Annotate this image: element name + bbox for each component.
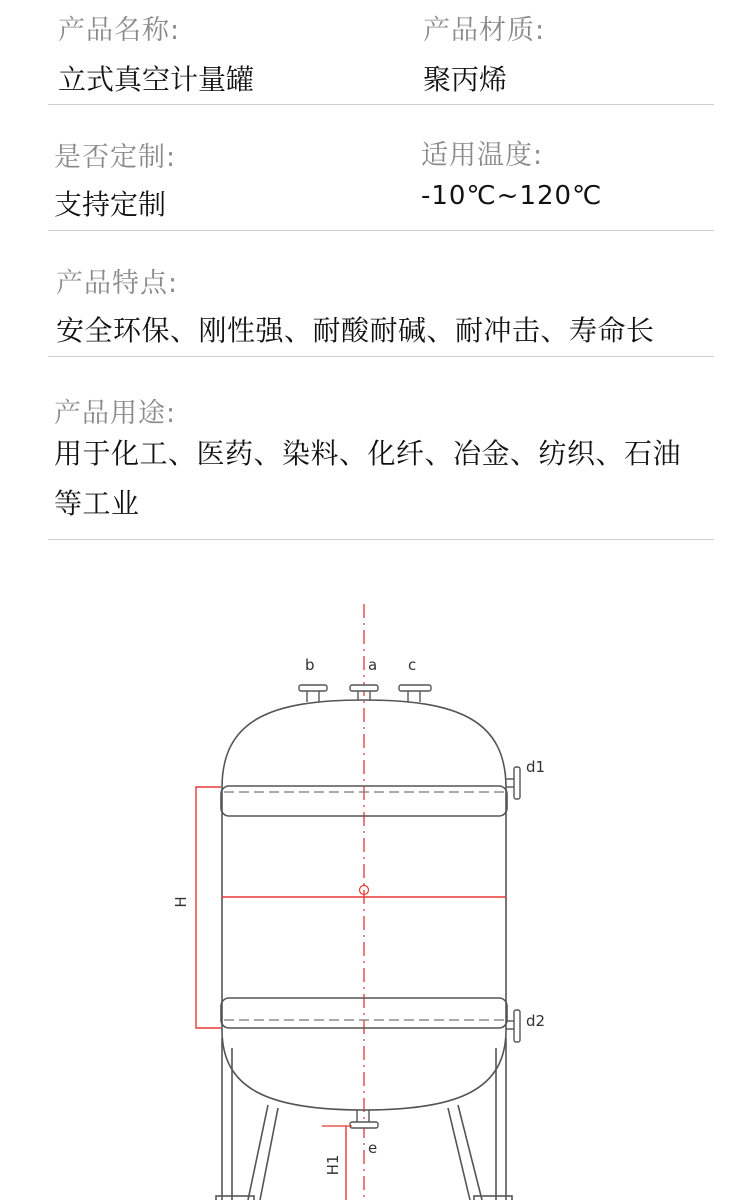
- nozzle-c-label: c: [408, 656, 417, 674]
- nozzle-e-label: e: [368, 1139, 378, 1157]
- features-label: 产品特点:: [56, 268, 179, 299]
- nozzle-b-label: b: [305, 656, 315, 674]
- customizable-label: 是否定制:: [54, 142, 177, 173]
- spec-row-4: [48, 357, 714, 540]
- nozzle-d2-label: d2: [526, 1012, 546, 1030]
- customizable-value: 支持定制: [54, 188, 167, 221]
- dimension-h-label: H: [172, 896, 190, 908]
- nozzle-d2: [506, 1010, 520, 1042]
- spec-row-3: [48, 231, 714, 357]
- usage-value: 用于化工、医药、染料、化纤、冶金、纺织、石油等工业: [54, 437, 682, 520]
- nozzle-c: [399, 685, 431, 702]
- tank-technical-drawing: [0, 560, 750, 1200]
- dimension-h1-label: H1: [324, 1154, 342, 1176]
- temperature-value: -10℃~120℃: [421, 181, 603, 211]
- usage-label: 产品用途:: [54, 398, 177, 429]
- nozzle-d1-label: d1: [526, 758, 546, 776]
- features-value: 安全环保、刚性强、耐酸耐碱、耐冲击、寿命长: [56, 314, 655, 347]
- nozzle-a-label: a: [368, 656, 378, 674]
- product-name-value: 立式真空计量罐: [58, 63, 255, 96]
- dimension-h: [196, 787, 221, 1028]
- product-name-label: 产品名称:: [58, 15, 181, 46]
- temperature-label: 适用温度:: [421, 140, 544, 171]
- nozzle-d1: [506, 767, 520, 799]
- spec-row-2: [48, 105, 714, 231]
- material-label: 产品材质:: [423, 15, 546, 46]
- spec-row-1: [48, 0, 714, 105]
- nozzle-b: [299, 685, 327, 702]
- material-value: 聚丙烯: [423, 63, 508, 96]
